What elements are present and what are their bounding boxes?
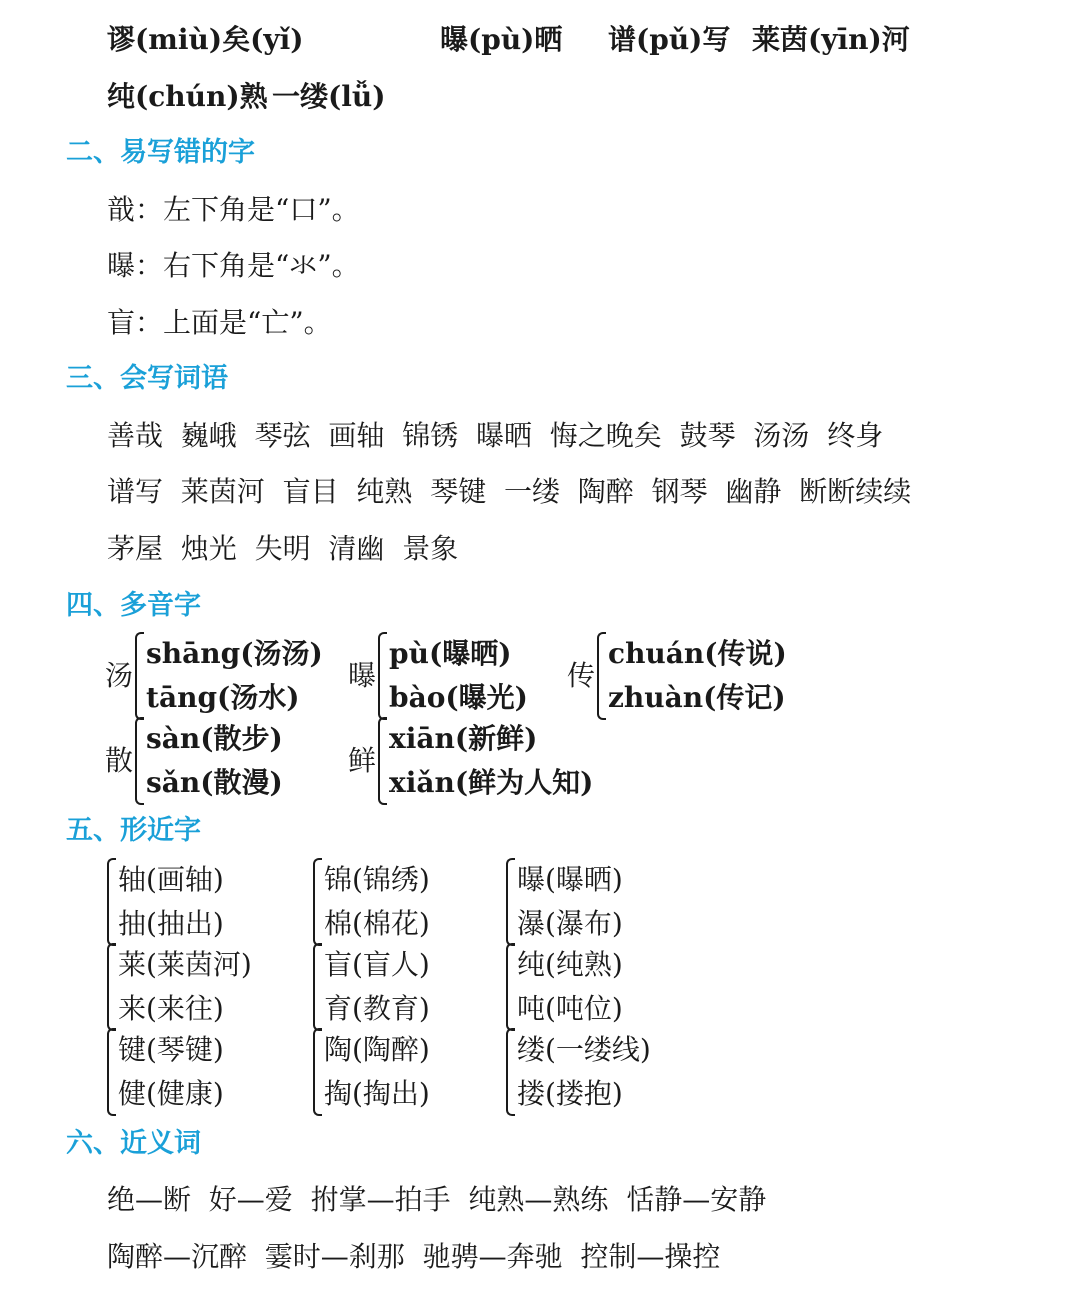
word-yi-lv: 一缕(lǚ) <box>272 80 386 113</box>
similar-char-item: 陶(陶醉) <box>324 1033 430 1066</box>
brace-icon <box>313 858 322 946</box>
polyphone-group-chuan <box>567 632 787 720</box>
polyphone-reading: shāng(汤汤) <box>146 637 323 670</box>
polyphone-char: 传 <box>567 659 596 692</box>
brace-icon <box>378 632 387 720</box>
similar-char-item: 轴(画轴) <box>118 863 224 896</box>
error-char-line-3: 盲：上面是“亡”。 <box>107 306 332 339</box>
polyphone-reading: xiǎn(鲜为人知) <box>389 766 594 799</box>
similar-char-item: 键(琴键) <box>118 1033 224 1066</box>
brace-icon <box>313 943 322 1031</box>
brace-icon <box>107 943 116 1031</box>
section-heading-3: 三、会写词语 <box>66 363 228 394</box>
similar-char-item: 吨(吨位) <box>517 992 623 1025</box>
similar-char-item: 莱(莱茵河) <box>118 948 252 981</box>
similar-char-group <box>107 858 224 946</box>
polyphone-group-xian <box>348 717 593 805</box>
polyphone-reading: bào(曝光) <box>389 681 528 714</box>
polyphone-reading: xiān(新鲜) <box>389 722 538 755</box>
similar-char-item: 锦(锦绣) <box>324 863 430 896</box>
polyphone-reading: sǎn(散漫) <box>146 766 283 799</box>
similar-char-group <box>506 943 623 1031</box>
polyphone-group-san <box>105 717 283 805</box>
polyphone-reading: sàn(散步) <box>146 722 283 755</box>
word-pu-xie: 谱(pǔ)写 <box>608 23 731 56</box>
similar-char-item: 健(健康) <box>118 1077 224 1110</box>
brace-icon <box>313 1028 322 1116</box>
brace-icon <box>135 717 144 805</box>
polyphone-char: 鲜 <box>348 744 377 777</box>
brace-icon <box>597 632 606 720</box>
brace-icon <box>107 1028 116 1116</box>
section-heading-4: 四、多音字 <box>66 590 201 621</box>
polyphone-group-tang <box>105 632 323 720</box>
section-heading-6: 六、近义词 <box>66 1128 201 1159</box>
section-heading-5: 五、形近字 <box>66 815 201 846</box>
word-laiyin-he: 莱茵(yīn)河 <box>752 23 910 56</box>
brace-icon <box>107 858 116 946</box>
similar-char-group <box>506 1028 651 1116</box>
brace-icon <box>135 632 144 720</box>
polyphone-reading: tāng(汤水) <box>146 681 300 714</box>
similar-char-item: 掏(掏出) <box>324 1077 430 1110</box>
vocab-line-1: 善哉 巍峨 琴弦 画轴 锦锈 曝晒 悔之晚矣 鼓琴 汤汤 终身 <box>107 419 884 452</box>
similar-char-group <box>313 943 430 1031</box>
word-miu-yi: 谬(miù)矣(yǐ) <box>107 23 304 56</box>
similar-char-item: 缕(一缕线) <box>517 1033 651 1066</box>
similar-char-item: 盲(盲人) <box>324 948 430 981</box>
similar-char-group <box>506 858 623 946</box>
similar-char-group <box>313 1028 430 1116</box>
similar-char-group <box>107 943 252 1031</box>
similar-char-item: 育(教育) <box>324 992 430 1025</box>
similar-char-item: 曝(曝晒) <box>517 863 623 896</box>
polyphone-char: 散 <box>105 744 134 777</box>
similar-char-item: 棉(棉花) <box>324 907 430 940</box>
synonym-line-2: 陶醉—沉醉 霎时—刹那 驰骋—奔驰 控制—操控 <box>107 1240 721 1273</box>
similar-char-group <box>313 858 430 946</box>
polyphone-reading: pù(曝晒) <box>389 637 512 670</box>
word-chun-shu: 纯(chún)熟 <box>107 80 268 113</box>
similar-char-item: 纯(纯熟) <box>517 948 623 981</box>
vocab-line-3: 茅屋 烛光 失明 清幽 景象 <box>107 532 459 565</box>
vocab-line-2: 谱写 莱茵河 盲目 纯熟 琴键 一缕 陶醉 钢琴 幽静 断断续续 <box>107 475 912 508</box>
brace-icon <box>506 943 515 1031</box>
similar-char-item: 瀑(瀑布) <box>517 907 623 940</box>
brace-icon <box>378 717 387 805</box>
synonym-line-1: 绝—断 好—爱 拊掌—拍手 纯熟—熟练 恬静—安静 <box>107 1183 767 1216</box>
brace-icon <box>506 1028 515 1116</box>
polyphone-reading: zhuàn(传记) <box>608 681 786 714</box>
polyphone-char: 汤 <box>105 659 134 692</box>
similar-char-item: 抽(抽出) <box>118 907 224 940</box>
polyphone-char: 曝 <box>348 659 377 692</box>
polyphone-group-pu <box>348 632 528 720</box>
brace-icon <box>506 858 515 946</box>
polyphone-reading: chuán(传说) <box>608 637 787 670</box>
section-heading-2: 二、易写错的字 <box>66 137 255 168</box>
similar-char-item: 来(来往) <box>118 992 224 1025</box>
error-char-line-2: 曝：右下角是“氺”。 <box>107 249 360 282</box>
similar-char-group <box>107 1028 224 1116</box>
similar-char-item: 搂(搂抱) <box>517 1077 623 1110</box>
word-pu-shai: 曝(pù)晒 <box>440 23 563 56</box>
error-char-line-1: 戠：左下角是“口”。 <box>107 193 360 226</box>
